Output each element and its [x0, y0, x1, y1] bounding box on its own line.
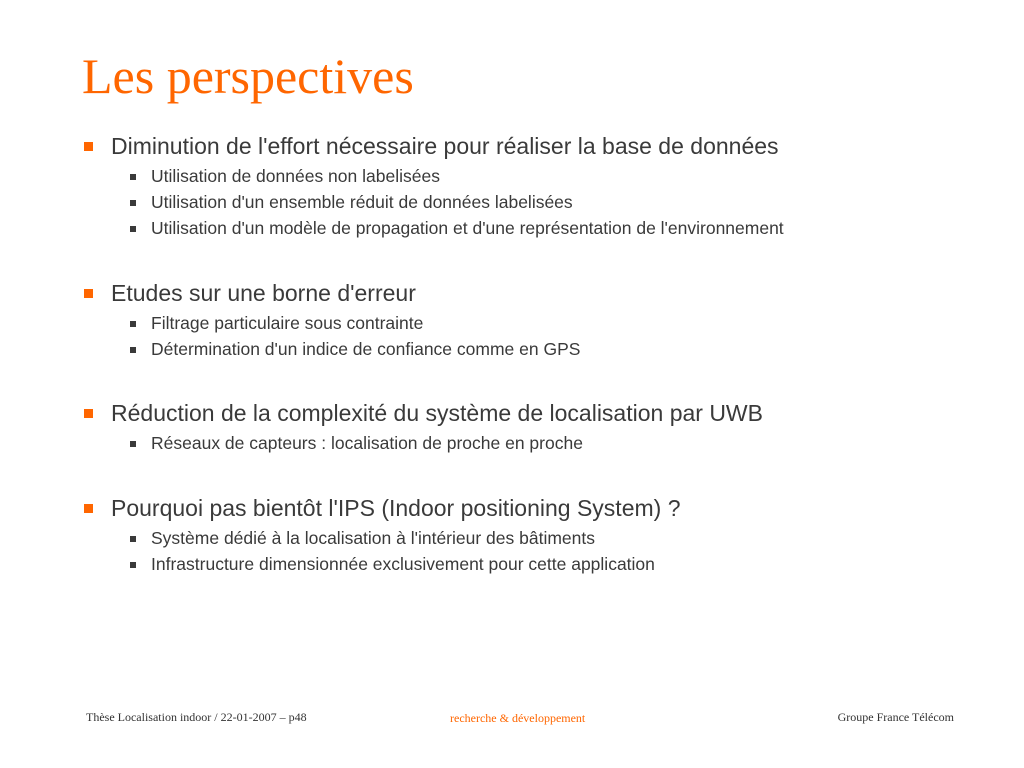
small-square-bullet-icon — [130, 226, 136, 232]
main-bullet — [84, 279, 984, 307]
bullet-section-4 — [84, 494, 984, 577]
sub-bullet-list — [84, 163, 984, 241]
sub-bullet-text: Utilisation de données non labelisées — [151, 166, 440, 186]
sub-bullet — [130, 189, 984, 215]
sub-bullet-text: Réseaux de capteurs : localisation de proche en proche — [151, 433, 583, 453]
small-square-bullet-icon — [130, 562, 136, 568]
sub-bullet — [130, 430, 984, 456]
sub-bullet-text: Infrastructure dimensionnée exclusivement pour cette application — [151, 554, 655, 574]
main-bullet-text: Pourquoi pas bientôt l'IPS (Indoor positioning System) ? — [111, 495, 681, 521]
main-bullet-text: Diminution de l'effort nécessaire pour réaliser la base de données — [111, 133, 779, 159]
sub-bullet-list — [84, 525, 984, 577]
sub-bullet-text: Utilisation d'un ensemble réduit de données labelisées — [151, 192, 573, 212]
square-bullet-icon — [84, 409, 93, 418]
small-square-bullet-icon — [130, 321, 136, 327]
small-square-bullet-icon — [130, 200, 136, 206]
sub-bullet-text: Filtrage particulaire sous contrainte — [151, 313, 424, 333]
sub-bullet-list — [84, 430, 984, 456]
sub-bullet — [130, 336, 984, 362]
footer-company: Groupe France Télécom — [837, 710, 954, 724]
small-square-bullet-icon — [130, 536, 136, 542]
sub-bullet-list — [84, 310, 984, 362]
sub-bullet-text: Utilisation d'un modèle de propagation et d'une représentation de l'environnement — [151, 218, 784, 238]
bullet-section-2 — [84, 279, 984, 362]
main-bullet-text: Etudes sur une borne d'erreur — [111, 280, 416, 306]
sub-bullet — [130, 163, 984, 189]
square-bullet-icon — [84, 504, 93, 513]
sub-bullet — [130, 551, 984, 577]
square-bullet-icon — [84, 289, 93, 298]
square-bullet-icon — [84, 142, 93, 151]
main-bullet — [84, 494, 984, 522]
small-square-bullet-icon — [130, 441, 136, 447]
bullet-section-1 — [84, 132, 984, 241]
bullet-section-3 — [84, 399, 984, 456]
small-square-bullet-icon — [130, 174, 136, 180]
sub-bullet-text: Détermination d'un indice de confiance comme en GPS — [151, 339, 581, 359]
main-bullet-text: Réduction de la complexité du système de localisation par UWB — [111, 400, 763, 426]
main-bullet — [84, 132, 984, 160]
slide-title: Les perspectives — [82, 48, 414, 104]
sub-bullet-text: Système dédié à la localisation à l'intérieur des bâtiments — [151, 528, 595, 548]
small-square-bullet-icon — [130, 347, 136, 353]
sub-bullet — [130, 310, 984, 336]
footer-presentation-info: Thèse Localisation indoor / 22-01-2007 – p48 — [86, 710, 307, 724]
footer-department: recherche & développement — [450, 711, 586, 725]
sub-bullet — [130, 215, 984, 241]
sub-bullet — [130, 525, 984, 551]
main-bullet — [84, 399, 984, 427]
